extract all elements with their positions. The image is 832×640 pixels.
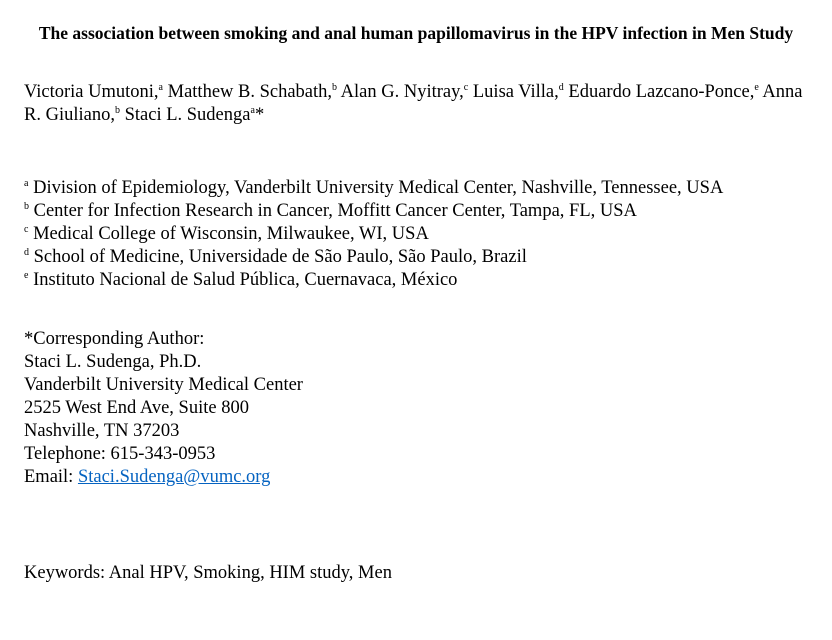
author-2-affiliation-mark: b [332,82,338,93]
corresponding-name: Staci L. Sudenga, Ph.D. [24,352,202,372]
corresponding-author-block [24,328,724,489]
affiliation-b: $^b$ Center for Infection Research in Cancer, Moffitt Cancer Center, Tampa, FL, USA [24,201,637,221]
corresponding-telephone: Telephone: 615-343-0953 [24,444,216,464]
affiliation-c: $^c$ Medical College of Wisconsin, Milwaukee, WI, USA [24,224,429,244]
author-5-affiliation-mark: e [754,82,759,93]
affiliation-d: $^d$ School of Medicine, Universidade de São Paulo, São Paulo, Brazil [24,247,527,267]
email-label: Email: [24,467,78,487]
corresponding-address-line-1: 2525 West End Ave, Suite 800 [24,398,249,418]
email-link[interactable]: Staci.Sudenga@vumc.org [77,467,271,487]
author-5: Eduardo Lazcano-Ponce,$^e$ [568,82,759,102]
paper-title: The association between smoking and anal human papillomavirus in the HPV infection in Men Study [38,23,794,43]
corresponding-institution: Vanderbilt University Medical Center [24,375,303,395]
author-4-affiliation-mark: d [558,82,564,93]
corresponding-email-line [24,466,724,489]
author-2: Matthew B. Schabath,$^b$ [167,82,338,102]
author-3-affiliation-mark: c [463,82,469,93]
keywords-line: Keywords: Anal HPV, Smoking, HIM study, Men [24,563,392,583]
corresponding-address-line-2: Nashville, TN 37203 [24,421,180,441]
author-1: Victoria Umutoni,$^a$ [24,82,163,102]
affiliation-a: $^a$ Division of Epidemiology, Vanderbilt University Medical Center, Nashville, Tennessee, USA [24,178,724,198]
affiliation-list [24,177,824,292]
corresponding-asterisk: * [254,105,265,125]
author-list [24,81,814,127]
author-7-affiliation-mark: a [250,105,255,116]
affiliation-e: $^e$ Instituto Nacional de Salud Pública, Cuernavaca, México [24,270,458,290]
author-6-affiliation-mark: b [114,105,120,116]
author-6: Anna R. Giuliano,$^b$ [24,82,803,125]
author-1-affiliation-mark: a [158,82,163,93]
corresponding-heading: *Corresponding Author: [24,329,205,349]
author-3: Alan G. Nyitray,$^c$ [340,82,469,102]
author-4: Luisa Villa,$^d$ [472,82,564,102]
author-7: Staci L. Sudenga$^a$* [124,105,265,125]
